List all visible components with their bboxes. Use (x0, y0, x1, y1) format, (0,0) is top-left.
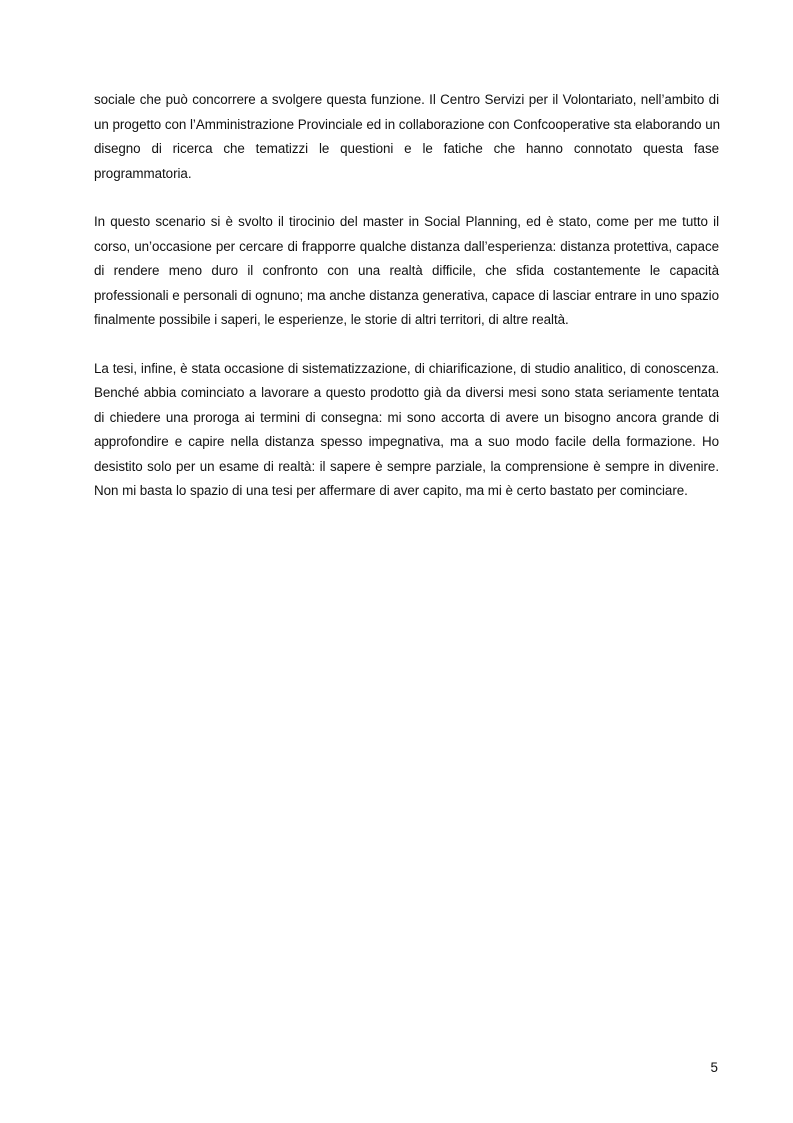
text-line: Benché abbia cominciato a lavorare a questo prodotto già da diversi mesi sono stata seriamente tentata (94, 385, 719, 400)
text-line: corso, un’occasione per cercare di frapporre qualche distanza dall’esperienza: distanza protettiva, capace (94, 238, 719, 254)
body-text (94, 88, 719, 528)
paragraph (94, 357, 719, 504)
paragraph (94, 88, 719, 186)
text-line: Non mi basta lo spazio di una tesi per affermare di aver capito, ma mi è certo bastato per cominciare. (94, 483, 688, 498)
text-line: di chiedere una proroga ai termini di consegna: mi sono accorta di avere un bisogno ancora grande di (94, 409, 719, 425)
text-line: disegno di ricerca che tematizzi le questioni e le fatiche che hanno connotato questa fase (94, 141, 719, 156)
text-line: un progetto con l’Amministrazione Provinciale ed in collaborazione con Confcooperative sta elaborando un (94, 116, 721, 132)
page-number: 5 (710, 1060, 718, 1075)
text-line: sociale che può concorrere a svolgere questa funzione. Il Centro Servizi per il Volontariato, nell’ambito di (94, 92, 719, 107)
text-line: approfondire e capire nella distanza spesso impegnativa, ma a suo modo facile della formazione. Ho (94, 434, 719, 449)
text-line: finalmente possibile i saperi, le esperienze, le storie di altri territori, di altre realtà. (94, 312, 569, 327)
text-line: In questo scenario si è svolto il tirocinio del master in Social Planning, ed è stato, come per me tutto il (94, 214, 719, 229)
text-line: professionali e personali di ognuno; ma anche distanza generativa, capace di lasciar entrare in uno spazio (94, 287, 719, 303)
text-line: desistito solo per un esame di realtà: il sapere è sempre parziale, la comprensione è sempre in divenire. (94, 458, 719, 474)
text-line: di rendere meno duro il confronto con una realtà difficile, che sfida costantemente le capacità (94, 263, 719, 278)
text-line: La tesi, infine, è stata occasione di sistematizzazione, di chiarificazione, di studio analitico, di conoscenza. (94, 360, 719, 376)
paragraph (94, 210, 719, 333)
text-line: programmatoria. (94, 165, 192, 181)
